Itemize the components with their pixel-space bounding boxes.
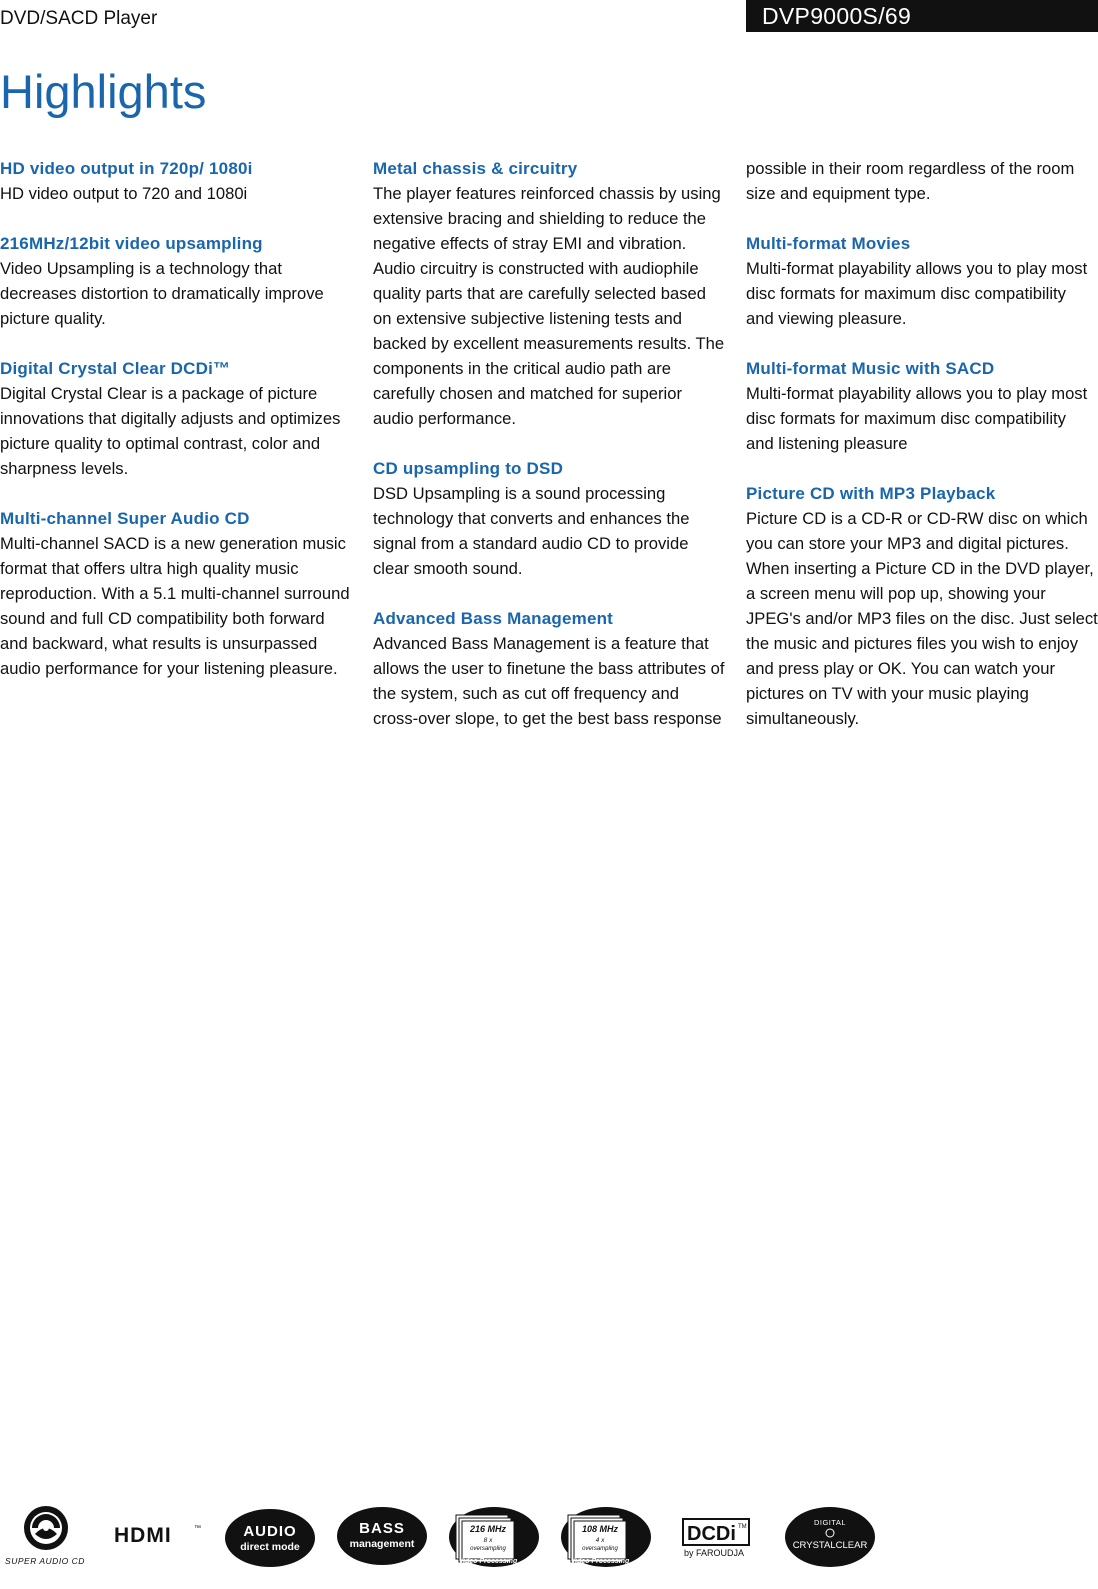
vp108-label: Video Processing <box>570 1558 630 1565</box>
feature-multichannel-sacd <box>0 506 352 681</box>
feature-description: Advanced Bass Management is a feature that allows the user to finetune the bass attributes of the system, such as cut off frequency and cross-over slope, to get the best bass response <box>373 634 725 728</box>
bass-line2: management <box>349 1538 415 1550</box>
feature-title: 216MHz/12bit video upsampling <box>0 234 263 253</box>
hdmi-logo-icon <box>112 1522 208 1548</box>
video-processing-108-logo-icon <box>560 1506 652 1568</box>
dcdi-logo-icon <box>682 1518 754 1562</box>
page-title: Highlights <box>0 65 207 118</box>
feature-bass-management <box>373 606 725 731</box>
feature-description: HD video output to 720 and 1080i <box>0 184 248 203</box>
feature-title: Metal chassis & circuitry <box>373 159 578 178</box>
feature-multiformat-music <box>746 356 1098 456</box>
bass-management-logo-icon <box>336 1506 428 1566</box>
model-number: DVP9000S/69 <box>762 3 912 29</box>
feature-metal-chassis <box>373 156 725 431</box>
video-processing-216-logo-icon <box>448 1506 540 1568</box>
dcdi-text: DCDi <box>687 1523 736 1545</box>
vp216-factor: 8 x <box>483 1537 493 1544</box>
logo-strip <box>0 1500 1098 1589</box>
vp216-freq: 216 MHz <box>469 1524 507 1534</box>
dcdi-tm: TM <box>738 1524 747 1530</box>
model-badge <box>746 0 1098 32</box>
crystal-line2: CRYSTALCLEAR <box>792 1540 868 1551</box>
feature-description: Picture CD is a CD-R or CD-RW disc on which you can store your MP3 and digital pictures. When inserting a Picture CD in the DVD player, a screen menu will pop up, showing your JPEG's and/or MP3 files on the disc. Just select the music and pictures files you wish to enjoy and press play or OK. You can watch your pictures on TV with your music playing simultaneously. <box>746 509 1098 728</box>
feature-dcdi <box>0 356 352 481</box>
feature-video-upsampling <box>0 231 352 331</box>
bass-line1: BASS <box>359 1520 405 1537</box>
hdmi-tm: ™ <box>194 1525 201 1532</box>
feature-description: Multi-format playability allows you to play most disc formats for maximum disc compatibility and listening pleasure <box>746 384 1088 453</box>
feature-title: Advanced Bass Management <box>373 609 614 628</box>
vp216-over: oversampling <box>470 1546 506 1552</box>
feature-description: Digital Crystal Clear is a package of picture innovations that digitally adjusts and optimizes picture quality to optimal contrast, color and sharpness levels. <box>0 384 341 478</box>
feature-hd-video-output <box>0 156 352 206</box>
sacd-logo-icon <box>2 1504 88 1568</box>
feature-description: Video Upsampling is a technology that decreases distortion to dramatically improve picture quality. <box>0 259 324 328</box>
digital-crystal-clear-logo-icon <box>784 1506 876 1568</box>
feature-multiformat-movies <box>746 231 1098 331</box>
dcdi-by: by FAROUDJA <box>684 1548 745 1558</box>
feature-title: HD video output in 720p/ 1080i <box>0 159 253 178</box>
audio-direct-line2: direct mode <box>240 1541 300 1553</box>
feature-title: Multi-format Movies <box>746 234 911 253</box>
feature-title: Multi-channel Super Audio CD <box>0 509 250 528</box>
feature-cd-upsampling <box>373 456 725 581</box>
feature-description: Multi-channel SACD is a new generation music format that offers ultra high quality music reproduction. With a 5.1 multi-channel surround sound and full CD compatibility both forward and backward, what results is unsurpassed audio performance for your listening pleasure. <box>0 534 350 678</box>
audio-direct-logo-icon <box>224 1508 316 1568</box>
hdmi-text: HDMI <box>114 1524 172 1547</box>
feature-picture-cd-mp3 <box>746 481 1098 731</box>
feature-description: Multi-format playability allows you to play most disc formats for maximum disc compatibility and viewing pleasure. <box>746 259 1088 328</box>
highlights-column-1 <box>0 156 352 706</box>
highlights-column-2 <box>373 156 725 756</box>
vp108-over: oversampling <box>582 1546 618 1552</box>
sacd-caption: SUPER AUDIO CD <box>5 1556 85 1566</box>
feature-description: DSD Upsampling is a sound processing technology that converts and enhances the signal from a standard audio CD to provide clear smooth sound. <box>373 484 690 578</box>
vp108-freq: 108 MHz <box>581 1524 619 1534</box>
feature-title: Digital Crystal Clear DCDi™ <box>0 359 231 378</box>
feature-title: Picture CD with MP3 Playback <box>746 484 996 503</box>
highlights-column-3 <box>746 156 1098 756</box>
feature-description: possible in their room regardless of the room size and equipment type. <box>746 159 1075 203</box>
feature-title: CD upsampling to DSD <box>373 459 564 478</box>
feature-title: Multi-format Music with SACD <box>746 359 995 378</box>
feature-bass-management-continued <box>746 156 1098 206</box>
audio-direct-line1: AUDIO <box>243 1523 297 1540</box>
product-type: DVD/SACD Player <box>0 8 158 29</box>
crystal-line1: DIGITAL <box>813 1518 847 1527</box>
vp108-factor: 4 x <box>595 1537 605 1544</box>
vp216-label: Video Processing <box>458 1558 518 1565</box>
feature-description: The player features reinforced chassis by using extensive bracing and shielding to reduce the negative effects of stray EMI and vibration. Audio circuitry is constructed with audiophile quality parts that are carefully selected based on extensive subjective listening tests and backed by excellent measurements results. The components in the critical audio path are carefully chosen and matched for superior audio performance. <box>373 184 725 428</box>
